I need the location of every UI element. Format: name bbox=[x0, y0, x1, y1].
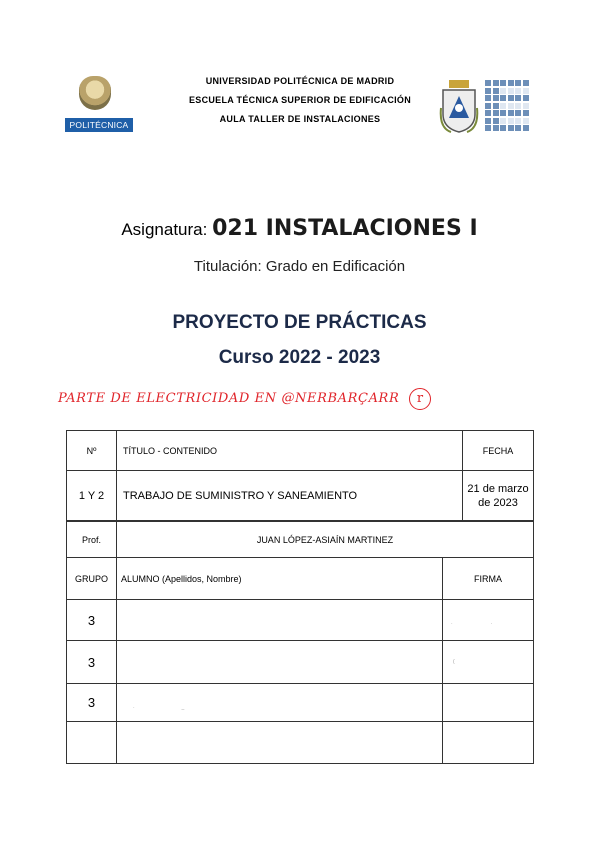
university-name: UNIVERSIDAD POLITÉCNICA DE MADRID bbox=[205, 76, 395, 86]
grid-cell bbox=[485, 118, 491, 124]
redacted-signature: ( bbox=[453, 659, 458, 665]
grid-cell bbox=[485, 103, 491, 109]
grid-cell bbox=[523, 80, 529, 86]
grid-cell bbox=[500, 80, 506, 86]
grid-cell bbox=[493, 118, 499, 124]
grid-cell bbox=[515, 95, 521, 101]
entry-date: 21 de marzo de 2023 bbox=[463, 471, 533, 522]
grid-cell bbox=[485, 80, 491, 86]
grid-cell bbox=[508, 118, 514, 124]
grid-cell bbox=[508, 110, 514, 116]
student-signature-cell bbox=[443, 684, 533, 722]
handwritten-mark: r bbox=[409, 388, 431, 410]
grid-cell bbox=[515, 88, 521, 94]
students-header-signature: FIRMA bbox=[443, 558, 533, 600]
grid-cell bbox=[493, 88, 499, 94]
grid-cell bbox=[500, 95, 506, 101]
grid-cell bbox=[493, 110, 499, 116]
grid-cell bbox=[493, 80, 499, 86]
grid-cell bbox=[493, 125, 499, 131]
entry-num: 1 Y 2 bbox=[67, 471, 117, 522]
student-group bbox=[67, 722, 117, 763]
upm-crest-icon bbox=[79, 76, 111, 110]
grid-cell bbox=[508, 103, 514, 109]
grid-cell bbox=[485, 110, 491, 116]
course-year: Curso 2022 - 2023 bbox=[218, 347, 381, 368]
grid-cell bbox=[508, 80, 514, 86]
prof-label: Prof. bbox=[67, 522, 117, 558]
header-date: FECHA bbox=[463, 431, 533, 471]
students-header-group: GRUPO bbox=[67, 558, 117, 600]
students-header-student: ALUMNO (Apellidos, Nombre) bbox=[117, 558, 443, 600]
grid-cell bbox=[500, 103, 506, 109]
grid-cell bbox=[515, 80, 521, 86]
upm-logo bbox=[65, 76, 135, 132]
grid-cell bbox=[500, 110, 506, 116]
grid-cell bbox=[515, 110, 521, 116]
handwritten-note bbox=[58, 388, 431, 410]
grid-cell bbox=[485, 125, 491, 131]
grid-cell bbox=[515, 103, 521, 109]
grid-cell bbox=[493, 95, 499, 101]
grid-cell bbox=[523, 118, 529, 124]
grid-cell bbox=[523, 125, 529, 131]
school-logos bbox=[437, 72, 537, 138]
subject-value: 021 INSTALACIONES I bbox=[212, 216, 478, 241]
student-group: 3 bbox=[67, 684, 117, 722]
grid-cell bbox=[508, 95, 514, 101]
student-name-cell bbox=[117, 600, 443, 641]
grid-cell bbox=[500, 118, 506, 124]
grid-cell bbox=[493, 103, 499, 109]
redacted-signature: · · bbox=[451, 621, 496, 627]
grid-cell bbox=[508, 88, 514, 94]
header-num: Nº bbox=[67, 431, 117, 471]
practice-table bbox=[66, 430, 534, 764]
degree-line: Titulación: Grado en Edificación bbox=[193, 258, 406, 275]
institution-block bbox=[140, 72, 460, 129]
subject-label: Asignatura: bbox=[121, 220, 213, 239]
project-title: PROYECTO DE PRÁCTICAS bbox=[172, 312, 427, 333]
grid-cell bbox=[500, 88, 506, 94]
grid-cell bbox=[515, 125, 521, 131]
grid-cell bbox=[523, 95, 529, 101]
grid-cell bbox=[523, 88, 529, 94]
upm-logo-label: POLITÉCNICA bbox=[65, 118, 133, 132]
grid-cell bbox=[515, 118, 521, 124]
handwritten-note-text: PARTE DE ELECTRICIDAD EN @NERBARÇARR bbox=[58, 391, 400, 406]
header-title: TÍTULO - CONTENIDO bbox=[117, 431, 463, 471]
grid-cell bbox=[485, 95, 491, 101]
grid-cell bbox=[500, 125, 506, 131]
grid-cell bbox=[523, 103, 529, 109]
prof-name: JUAN LÓPEZ-ASIAÍN MARTINEZ bbox=[117, 522, 533, 558]
student-name-cell bbox=[117, 722, 443, 763]
student-group: 3 bbox=[67, 600, 117, 641]
student-name-cell bbox=[117, 684, 443, 722]
etsem-grid-logo-icon bbox=[485, 80, 529, 134]
redacted-name: · _ bbox=[133, 705, 188, 711]
grid-cell bbox=[485, 88, 491, 94]
school-name: ESCUELA TÉCNICA SUPERIOR DE EDIFICACIÓN bbox=[188, 95, 412, 105]
entry-title: TRABAJO DE SUMINISTRO Y SANEAMIENTO bbox=[117, 471, 463, 522]
student-group: 3 bbox=[67, 641, 117, 684]
document-header bbox=[0, 68, 599, 138]
grid-cell bbox=[508, 125, 514, 131]
grid-cell bbox=[523, 110, 529, 116]
subject-line bbox=[0, 216, 599, 241]
student-signature-cell bbox=[443, 722, 533, 763]
school-shield-icon bbox=[439, 78, 479, 134]
department-name: AULA TALLER DE INSTALACIONES bbox=[219, 114, 381, 124]
student-name-cell bbox=[117, 641, 443, 684]
